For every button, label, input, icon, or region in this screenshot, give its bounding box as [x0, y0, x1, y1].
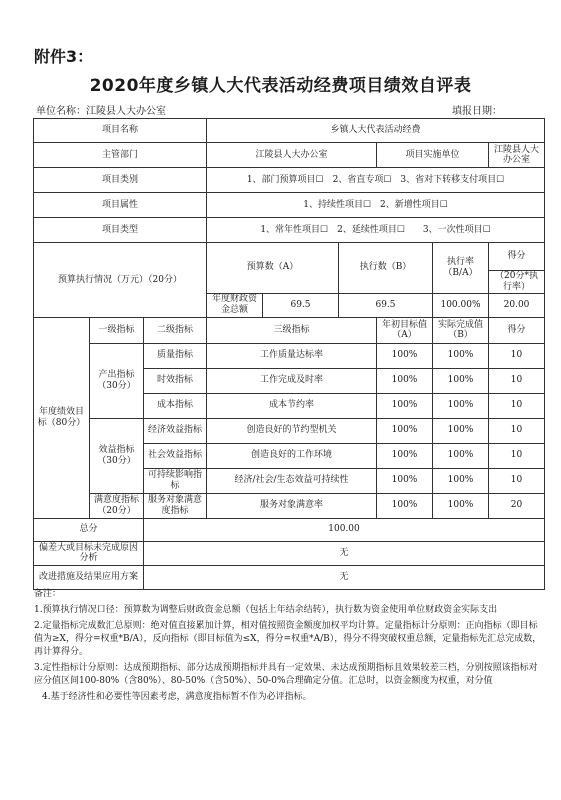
level3-cell: 工作质量达标率	[207, 343, 377, 368]
deviation-label: 偏差大或目标未完成原因分析	[34, 541, 144, 565]
level2-cell: 社会效益指标	[144, 443, 207, 468]
benefit-indicator-label: 效益指标（30分）	[90, 418, 144, 493]
note-4: 4.基于经济性和必要性等因素考虑，满意度指标暂不作为必评指标。	[42, 692, 312, 703]
budget-header-row	[34, 243, 545, 271]
actual-header: 实际完成值（B）	[433, 317, 489, 343]
level2-cell: 服务对象满意度指标	[144, 493, 207, 518]
target-cell: 100%	[377, 468, 433, 493]
level3-cell: 服务对象满意率	[207, 493, 377, 518]
satisfaction-indicator-label: 满意度指标（20分）	[90, 493, 144, 518]
score-cell: 10	[489, 468, 545, 493]
dept-label: 主管部门	[34, 143, 207, 168]
target-cell: 100%	[377, 393, 433, 418]
deviation-row	[34, 541, 545, 565]
level3-cell: 成本节约率	[207, 393, 377, 418]
actual-cell: 100%	[433, 393, 489, 418]
table-row	[34, 343, 545, 368]
target-header: 年初目标值（A）	[377, 317, 433, 343]
dept-value: 江陵县人大办公室	[207, 143, 377, 168]
exec-value: 69.5	[339, 293, 433, 317]
category-value: 1、部门预算项目☐ 2、省直专项☐ 3、省对下转移支付项目☐	[207, 168, 545, 193]
score-column-header: 得分	[489, 243, 545, 271]
impl-value: 江陵县人大办公室	[489, 143, 545, 168]
level2-cell: 可持续影响指标	[144, 468, 207, 493]
note-3: 3.定性指标计分原则：达成预期指标、部分达成预期指标并具有一定效果、未达成预期指标且效果较差三档，分别按照该指标对应分值区间100-80%（含80%）、80-50%（含50%）、50-0%合理确定分值。汇总时，以资金额度为权重，对分值	[34, 663, 538, 687]
score-cell: 20	[489, 493, 545, 518]
attr-value: 1、持续性项目☐ 2、新增性项目☐	[207, 193, 545, 218]
note-2: 2.定量指标完成数汇总原则：绝对值直接累加计算，相对值按照资金额度加权平均计算。定量指标计分原则：正向指标（即目标值为≥X，得分=权重*B/A），反向指标（即目标值为≤X，得分=权重*A/B），得分不得突破权重总额，定量指标先汇总完成数，再计算得分。	[34, 621, 542, 658]
attr-row	[34, 193, 545, 218]
target-cell: 100%	[377, 368, 433, 393]
actual-cell: 100%	[433, 493, 489, 518]
budget-value: 69.5	[263, 293, 339, 317]
improve-value: 无	[144, 565, 545, 589]
level2-cell: 成本指标	[144, 393, 207, 418]
actual-cell: 100%	[433, 418, 489, 443]
exec-column-header: 执行数（B）	[339, 243, 433, 294]
goals-section-label: 年度绩效目标（80分）	[34, 317, 90, 518]
rate-column-header: 执行率（B/A）	[433, 243, 489, 294]
score-formula: （20分*执行率）	[489, 271, 545, 294]
attr-label: 项目属性	[34, 193, 207, 218]
budget-row-label: 年度财政资金总额	[207, 293, 263, 317]
total-value: 100.00	[144, 518, 545, 541]
project-name-value: 乡镇人大代表活动经费	[207, 119, 545, 143]
level3-header: 三级指标	[207, 317, 377, 343]
type-value: 1、常年性项目☐ 2、延续性项目☐ 3、一次性项目☐	[207, 218, 545, 243]
level3-cell: 创造良好的工作环境	[207, 443, 377, 468]
goals-header-row	[34, 317, 545, 343]
improve-label: 改进措施及结果应用方案	[34, 565, 144, 589]
project-name-row	[34, 119, 545, 143]
level3-cell: 创造良好的节约型机关	[207, 418, 377, 443]
score-cell: 10	[489, 393, 545, 418]
level2-cell: 质量指标	[144, 343, 207, 368]
actual-cell: 100%	[433, 368, 489, 393]
target-cell: 100%	[377, 443, 433, 468]
form-title: 2020年度乡镇人大代表活动经费项目绩效自评表	[89, 76, 472, 96]
type-row	[34, 218, 545, 243]
attachment-label: 附件3：	[34, 47, 94, 66]
level3-cell: 工作完成及时率	[207, 368, 377, 393]
table-row	[34, 418, 545, 443]
rate-value: 100.00%	[433, 293, 489, 317]
fill-date: 填报日期：	[452, 106, 502, 117]
notes-heading: 备注：	[34, 589, 62, 599]
deviation-value: 无	[144, 541, 545, 565]
dept-row	[34, 143, 545, 168]
score-header: 得分	[489, 317, 545, 343]
total-label: 总分	[34, 518, 144, 541]
category-row	[34, 168, 545, 193]
type-label: 项目类型	[34, 218, 207, 243]
budget-column-header: 预算数（A）	[207, 243, 339, 294]
evaluation-table	[33, 118, 545, 590]
notes-section	[34, 588, 546, 707]
score-cell: 10	[489, 343, 545, 368]
target-cell: 100%	[377, 418, 433, 443]
table-row	[34, 493, 545, 518]
score-cell: 10	[489, 418, 545, 443]
level2-header: 二级指标	[144, 317, 207, 343]
actual-cell: 100%	[433, 443, 489, 468]
target-cell: 100%	[377, 343, 433, 368]
level2-cell: 经济效益指标	[144, 418, 207, 443]
unit-name: 单位名称：江陵县人大办公室	[36, 106, 166, 117]
category-label: 项目类别	[34, 168, 207, 193]
budget-label: 预算执行情况（万元）（20分）	[34, 243, 207, 318]
improve-row	[34, 565, 545, 589]
level3-cell: 经济/社会/生态效益可持续性	[207, 468, 377, 493]
score-value: 20.00	[489, 293, 545, 317]
actual-cell: 100%	[433, 468, 489, 493]
target-cell: 100%	[377, 493, 433, 518]
score-cell: 10	[489, 368, 545, 393]
impl-label: 项目实施单位	[377, 143, 489, 168]
level2-cell: 时效指标	[144, 368, 207, 393]
total-row	[34, 518, 545, 541]
actual-cell: 100%	[433, 343, 489, 368]
level1-header: 一级指标	[90, 317, 144, 343]
score-cell: 10	[489, 443, 545, 468]
project-name-label: 项目名称	[34, 119, 207, 143]
output-indicator-label: 产出指标（30分）	[90, 343, 144, 418]
note-1: 1.预算执行情况口径：预算数为调整后财政资金总额（包括上年结余结转），执行数为资金使用单位财政资金实际支出	[34, 605, 498, 616]
